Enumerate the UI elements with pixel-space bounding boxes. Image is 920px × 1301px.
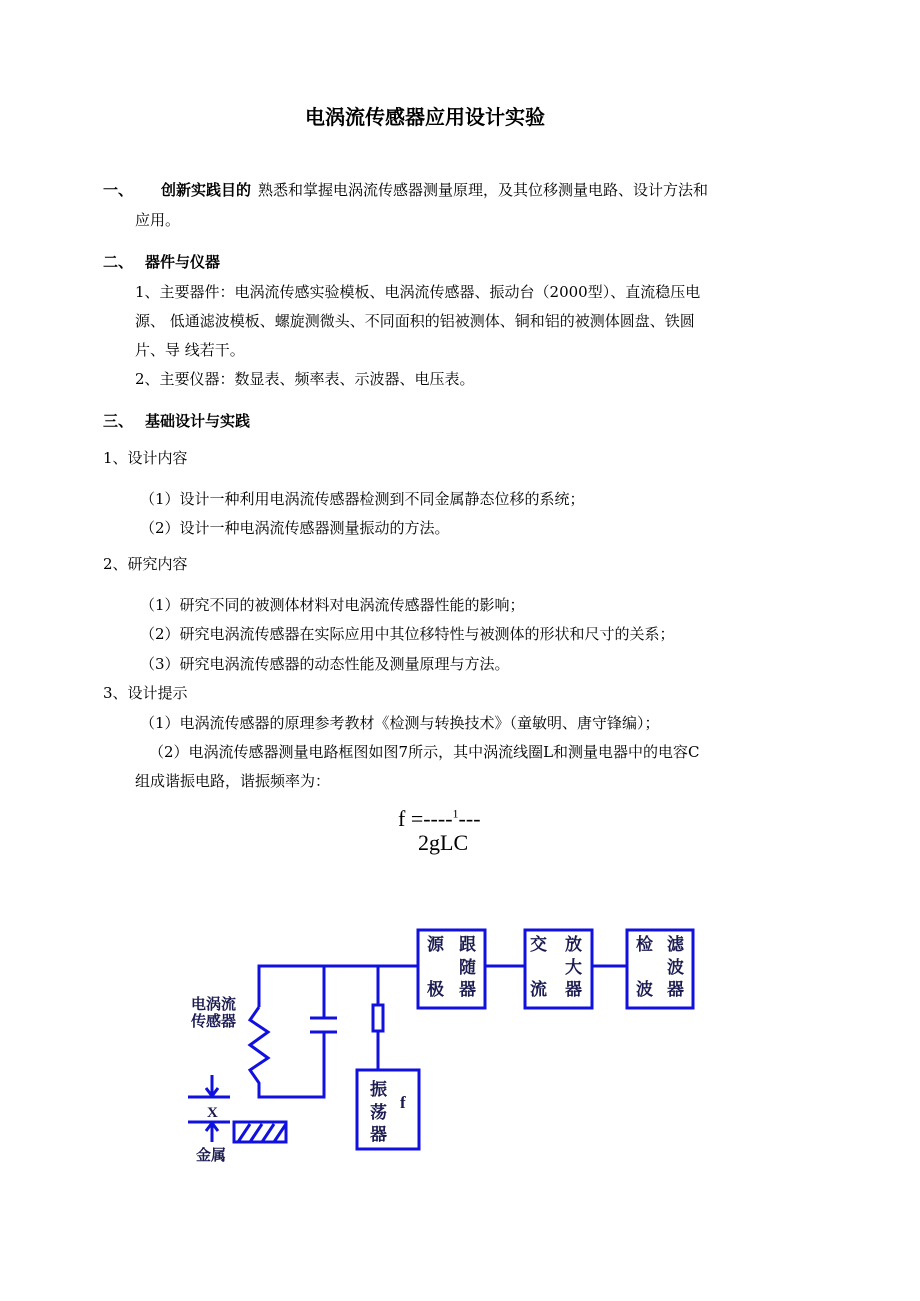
metal-hatch <box>238 1124 286 1142</box>
box-char: 交 <box>530 935 547 955</box>
hint-item: （2）电涡流传感器测量电路框图如图7所示，其中涡流线圈L和测量电器中的电容C <box>149 743 700 761</box>
design-content-heading: 1、设计内容 <box>103 449 188 467</box>
section2-number: 二、 <box>103 253 134 271</box>
box-char: 源 <box>427 935 444 955</box>
research-content-heading: 2、研究内容 <box>103 555 188 573</box>
box-char: 器 <box>667 980 684 1000</box>
gap-x-label: X <box>207 1105 218 1121</box>
box-char: 跟 <box>459 935 476 955</box>
section2-line: 源、 低通滤波模板、螺旋测微头、不同面积的铝被测体、铜和铝的被测体圆盘、铁圆 <box>135 312 695 330</box>
formula-tail: --- <box>458 806 481 831</box>
box-char: 检 <box>636 935 653 955</box>
design-item: （1）设计一种利用电涡流传感器检测到不同金属静态位移的系统； <box>140 490 585 508</box>
hint-item: 组成谐振电路，谐振频率为： <box>135 772 331 790</box>
box-char: 放 <box>565 935 582 955</box>
box-char: 器 <box>459 980 476 1000</box>
section3-number: 三、 <box>103 412 134 430</box>
capacitor <box>310 966 337 1032</box>
section1-text: 熟悉和掌握电涡流传感器测量原理，及其位移测量电路、设计方法和 <box>258 181 709 199</box>
section1-text-cont: 应用。 <box>135 211 181 229</box>
design-item: （2）设计一种电涡流传感器测量振动的方法。 <box>140 519 450 537</box>
formula-numerator: 1 <box>452 806 459 821</box>
formula-denominator: 2gLC <box>418 830 469 855</box>
section1-heading: 创新实践目的 <box>161 181 252 199</box>
inductor-coil <box>250 1007 324 1097</box>
research-item: （3）研究电涡流传感器的动态性能及测量原理与方法。 <box>140 655 510 673</box>
osc-char: 荡 <box>370 1103 387 1123</box>
section2-line: 片、导 线若干。 <box>135 341 245 359</box>
section2-heading: 器件与仪器 <box>145 253 221 271</box>
section3-heading: 基础设计与实践 <box>145 412 251 430</box>
section2-line: 2、主要仪器：数显表、频率表、示波器、电压表。 <box>135 370 475 388</box>
box-char: 器 <box>565 980 582 1000</box>
design-hint-heading: 3、设计提示 <box>103 684 188 702</box>
metal-label: 金属 <box>196 1146 227 1164</box>
section1-number: 一、 <box>103 181 134 199</box>
osc-char: 振 <box>370 1080 387 1100</box>
box-char: 波 <box>667 958 684 978</box>
oscillator-box <box>357 1070 419 1149</box>
research-item: （2）研究电涡流传感器在实际应用中其位移特性与被测体的形状和尺寸的关系； <box>140 625 675 643</box>
box-char: 流 <box>530 980 547 1000</box>
osc-char: 器 <box>370 1125 387 1145</box>
box-char: 波 <box>636 980 653 1000</box>
box-char: 滤 <box>667 935 684 955</box>
sensor-label: 传感器 <box>191 1012 237 1030</box>
sensor-label: 电涡流 <box>191 995 237 1013</box>
frequency-label: f <box>400 1093 406 1112</box>
section2-line: 1、主要器件：电涡流传感实验模板、电涡流传感器、振动台（2000型）、直流稳压电 <box>135 283 701 301</box>
box-char: 极 <box>427 980 444 1000</box>
research-item: （1）研究不同的被测体材料对电涡流传感器性能的影响； <box>140 596 525 614</box>
page-title: 电涡流传感器应用设计实验 <box>305 105 545 129</box>
hint-item: （1）电涡流传感器的原理参考教材《检测与转换技术》（童敏明、唐守锋编）； <box>140 714 660 732</box>
box-char: 大 <box>565 958 582 978</box>
resistor <box>373 1005 383 1031</box>
box-char: 随 <box>459 958 476 978</box>
formula-lhs: f =---- <box>398 806 453 831</box>
